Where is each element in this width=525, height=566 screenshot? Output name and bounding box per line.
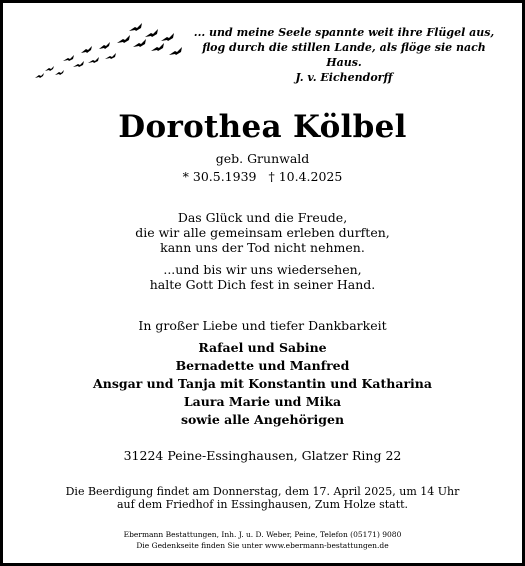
epigraph-quote [189,25,499,85]
poem-line: kann uns der Tod nicht nehmen. [160,240,365,255]
undertaker-footer [3,529,522,551]
mourner-name: sowie alle Angehörigen [180,412,345,427]
poem-line: ...und bis wir uns wiedersehen, [163,262,362,277]
flying-birds-icon [33,23,188,83]
poem-line: halte Gott Dich fest in seiner Hand. [149,277,376,292]
mourner-name: Ansgar und Tanja mit Konstantin und Katharina [93,376,432,391]
life-dates [3,169,522,184]
poem-line: die wir alle gemeinsam erleben durften, [135,225,390,240]
footer-line: Ebermann Bestattungen, Inh. J. u. D. Weber, Peine, Telefon (05171) 9080 [123,530,402,539]
deceased-name: Dorothea Kölbel [118,109,407,145]
funeral-notice [3,485,522,511]
maiden-name: geb. Grunwald [215,151,310,166]
mourner-name: Laura Marie und Mika [183,394,342,409]
death-date: † 10.4.2025 [268,169,343,184]
funeral-line: auf dem Friedhof in Essinghausen, Zum Holze statt. [116,498,409,511]
birth-date: * 30.5.1939 [182,169,257,184]
quote-line: ... und meine Seele spannte weit ihre Flügel aus, [193,26,495,39]
poem-stanza-2 [3,262,522,292]
mourners-list [3,339,522,429]
mourner-name: Bernadette und Manfred [175,358,350,373]
mourners-intro: In großer Liebe und tiefer Dankbarkeit [138,318,387,333]
poem-stanza-1 [3,210,522,255]
quote-author: J. v. Eichendorff [295,71,393,84]
funeral-line: Die Beerdigung findet am Donnerstag, dem 17. April 2025, um 14 Uhr [65,485,460,498]
quote-line: flog durch die stillen Lande, als flöge sie nach Haus. [202,41,486,69]
poem-line: Das Glück und die Freude, [177,210,348,225]
footer-line: Die Gedenkseite finden Sie unter www.ebermann-bestattungen.de [136,541,389,550]
mourner-name: Rafael und Sabine [198,340,327,355]
family-address: 31224 Peine-Essinghausen, Glatzer Ring 22 [123,448,402,463]
